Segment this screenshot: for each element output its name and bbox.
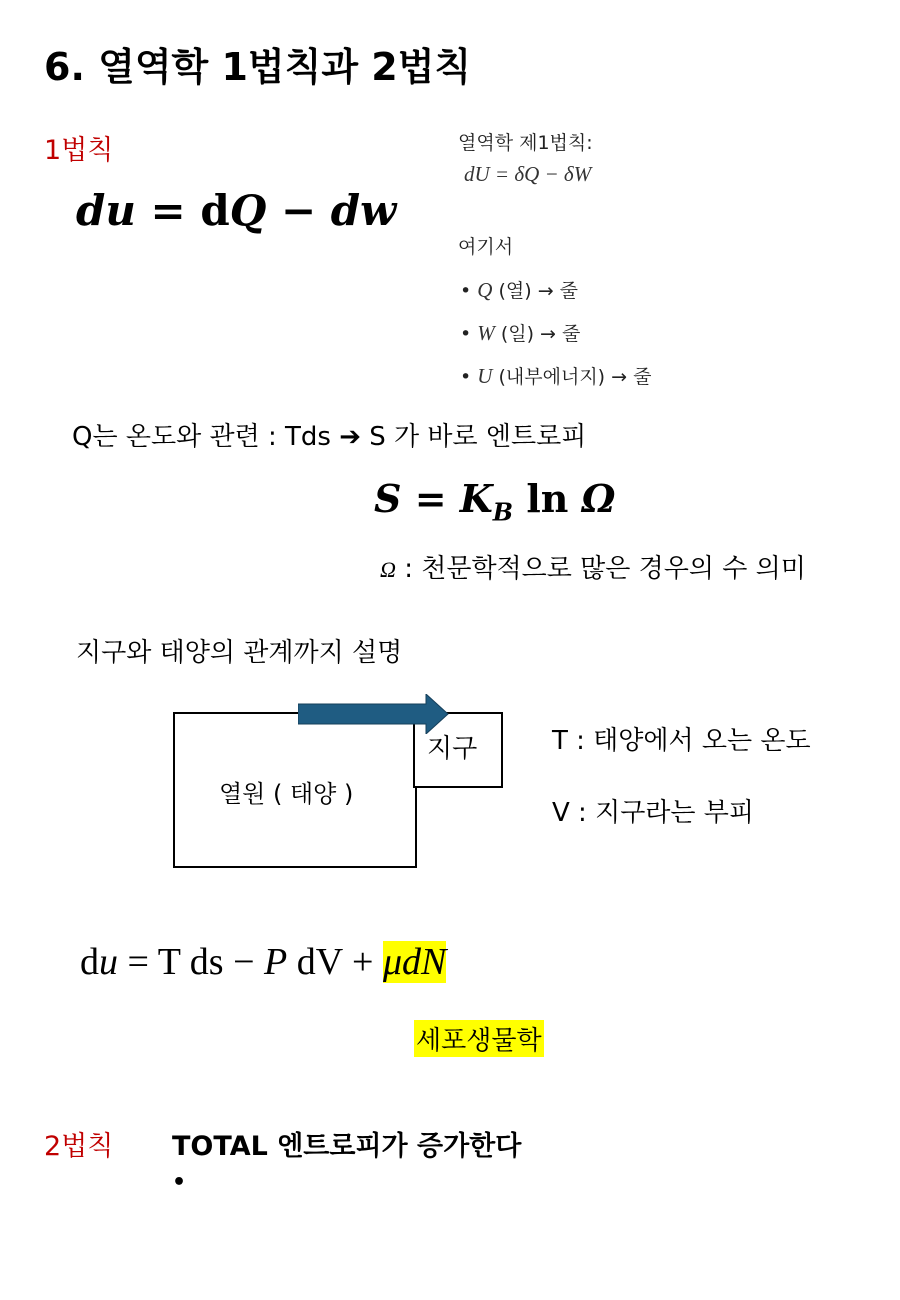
side-note-equation: dU = δQ − δW: [464, 162, 592, 186]
side-note-heading: 열역학 제1법칙:: [458, 132, 593, 154]
boltzmann-equation: $S = K_B$ ln Ω: [374, 476, 616, 527]
T-note: T : 태양에서 오는 온도: [552, 726, 811, 756]
right-arrow-icon: ➔: [339, 422, 361, 452]
side-note-item: • U (내부에너지) → 줄: [460, 364, 652, 388]
page-title: 6. 열역학 1법칙과 2법칙: [44, 45, 472, 89]
earth-sun-heading: 지구와 태양의 관계까지 설명: [76, 638, 403, 668]
cell-biology-label: 세포생물학: [414, 1020, 544, 1057]
omega-note: Ω : 천문학적으로 많은 경우의 수 의미: [380, 554, 806, 584]
law2-statement: TOTAL 엔트로피가 증가한다: [172, 1131, 522, 1162]
side-note-item: • W (일) → 줄: [460, 321, 581, 345]
first-law-equation: du = dQ − dw: [76, 186, 397, 235]
earth-box-label: 지구: [427, 734, 478, 764]
heat-flow-arrow: [298, 694, 450, 734]
law2-label: 2법칙: [44, 1131, 114, 1162]
V-note: V : 지구라는 부피: [552, 798, 755, 828]
sun-box: [173, 712, 417, 868]
sun-box-label: 열원 ( 태양 ): [219, 780, 354, 808]
fundamental-equation: du = T ds − P dV + μdN: [80, 941, 447, 983]
side-note-where: 여기서: [458, 236, 514, 258]
side-note-item: • Q (열) → 줄: [460, 278, 579, 302]
law1-label: 1법칙: [44, 135, 114, 166]
bullet: •: [172, 1170, 187, 1195]
chemical-potential-term: μdN: [382, 941, 447, 983]
entropy-line: Q는 온도와 관련 : Tds ➔ S 가 바로 엔트로피: [72, 422, 587, 452]
